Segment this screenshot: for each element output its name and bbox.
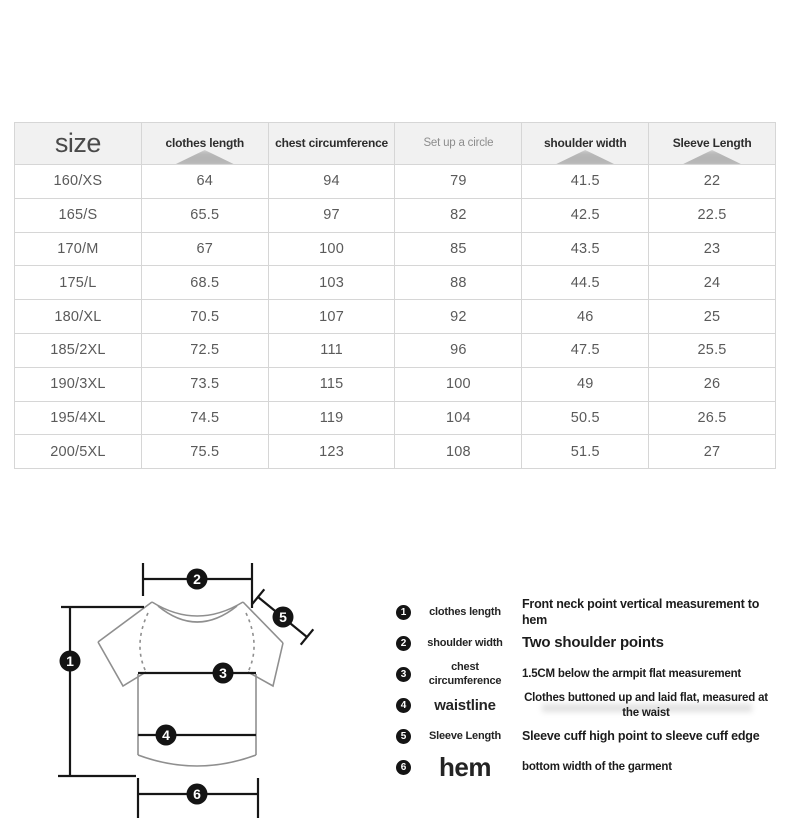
column-header-label: size [54,127,101,158]
legend-term: chest circumference [428,661,502,687]
size-chart-body [15,165,776,469]
size-cell: 170/M [15,232,142,266]
measurement-cell: 50.5 [522,401,649,435]
size-cell: 185/2XL [15,333,142,367]
legend-item [388,628,784,659]
legend-number-badge: 5 [396,729,411,744]
table-row [15,333,776,367]
measurement-cell: 111 [268,333,395,367]
measurement-cell: 123 [268,435,395,469]
column-header-shldr [522,123,649,165]
measurement-cell: 25 [649,300,776,334]
legend-description-text: bottom width of the garment [522,761,672,774]
measurement-cell: 22 [649,165,776,199]
tshirt-measurement-diagram [40,550,380,830]
legend-number-badge: 4 [396,698,411,713]
legend-term: hem [439,752,491,782]
left-armhole-seam [140,613,148,672]
marker-1-number: 1 [66,653,74,669]
measurement-lines [58,563,313,818]
tshirt-outline [98,602,283,766]
measurement-cell: 51.5 [522,435,649,469]
measurement-cell: 85 [395,232,522,266]
measurement-cell: 65.5 [141,198,268,232]
collar-outer-curve [152,602,243,616]
measurement-cell: 68.5 [141,266,268,300]
measurement-cell: 41.5 [522,165,649,199]
legend-item [388,752,784,783]
size-cell: 190/3XL [15,367,142,401]
legend-term: Sleeve Length [429,729,501,742]
size-chart-section [14,122,776,469]
measurement-cell: 64 [141,165,268,199]
measurement-cell: 46 [522,300,649,334]
header-row [15,123,776,165]
measurement-cell: 115 [268,367,395,401]
measurement-cell: 26.5 [649,401,776,435]
measurement-cell: 67 [141,232,268,266]
size-cell: 160/XS [15,165,142,199]
table-row [15,435,776,469]
sleeve-tick-2 [301,629,314,644]
legend-description [512,634,784,653]
legend-term: shoulder width [427,636,503,649]
measurement-cell: 108 [395,435,522,469]
size-chart-header [15,123,776,165]
table-row [15,367,776,401]
legend-description-text: 1.5CM below the armpit flat measurement [522,668,742,681]
sleeve-tick-1 [252,589,265,604]
marker-4-number: 4 [162,727,170,743]
column-header-label: Set up a circle [423,137,494,150]
column-header-label: Sleeve Length [672,136,752,150]
legend-number-badge: 6 [396,760,411,775]
legend-item [388,597,784,628]
legend-description-text: Two shoulder points [522,634,664,652]
measurement-cell: 92 [395,300,522,334]
measurement-cell: 25.5 [649,333,776,367]
legend-description-text: Clothes buttoned up and laid flat, measured at the waist [524,692,768,719]
measurement-cell: 88 [395,266,522,300]
legend-term: clothes length [429,606,501,619]
measurement-cell: 119 [268,401,395,435]
measurement-cell: 70.5 [141,300,268,334]
measurement-cell: 49 [522,367,649,401]
column-header-size [15,123,142,165]
legend-number-badge: 2 [396,636,411,651]
measurement-cell: 97 [268,198,395,232]
table-row [15,232,776,266]
measurement-cell: 94 [268,165,395,199]
legend-term: waistline [434,696,496,714]
table-row [15,198,776,232]
measurement-cell: 96 [395,333,522,367]
size-cell: 165/S [15,198,142,232]
column-header-chest [268,123,395,165]
measurement-cell: 104 [395,401,522,435]
measurement-cell: 100 [268,232,395,266]
measurement-cell: 79 [395,165,522,199]
legend-description [512,729,784,745]
diagram-markers [60,569,294,805]
left-sleeve [98,642,146,686]
measurement-cell: 74.5 [141,401,268,435]
header-swoosh-decoration [170,150,240,165]
measurement-cell: 75.5 [141,435,268,469]
column-header-label: chest circumference [275,136,389,150]
legend-item [388,721,784,752]
measurement-cell: 42.5 [522,198,649,232]
header-swoosh-decoration [677,150,747,165]
measurement-cell: 72.5 [141,333,268,367]
measurement-cell: 73.5 [141,367,268,401]
marker-6-number: 6 [193,786,201,802]
measurement-cell: 103 [268,266,395,300]
measurement-cell: 27 [649,435,776,469]
legend-description [512,760,784,774]
collar-inner-curve [158,606,237,622]
column-header-len [141,123,268,165]
measurement-cell: 100 [395,367,522,401]
size-cell: 175/L [15,266,142,300]
measurement-cell: 44.5 [522,266,649,300]
column-header-slv [649,123,776,165]
legend-item [388,690,784,721]
size-chart-table [14,122,776,469]
measurement-cell: 23 [649,232,776,266]
table-row [15,300,776,334]
legend-number-badge: 1 [396,605,411,620]
measurement-cell: 22.5 [649,198,776,232]
marker-5-number: 5 [279,609,287,625]
size-cell: 200/5XL [15,435,142,469]
measurement-cell: 26 [649,367,776,401]
legend-item [388,659,784,690]
right-armhole-seam [246,613,254,672]
header-swoosh-decoration [550,150,620,165]
table-row [15,266,776,300]
size-cell: 180/XL [15,300,142,334]
size-cell: 195/4XL [15,401,142,435]
legend-number-badge: 3 [396,667,411,682]
marker-2-number: 2 [193,571,201,587]
column-header-setup [395,123,522,165]
legend-description [512,667,784,681]
legend-description [512,691,784,720]
column-header-label: clothes length [165,136,245,150]
measurement-legend [388,592,784,783]
table-row [15,165,776,199]
legend-description [512,597,784,628]
measurement-cell: 24 [649,266,776,300]
table-row [15,401,776,435]
measurement-cell: 107 [268,300,395,334]
hem-curve [138,755,256,766]
column-header-label: shoulder width [543,136,627,150]
measurement-cell: 47.5 [522,333,649,367]
legend-description-text: Sleeve cuff high point to sleeve cuff edge [522,728,760,743]
legend-description-text: Front neck point vertical measurement to hem [522,597,760,627]
marker-3-number: 3 [219,665,227,681]
measurement-cell: 43.5 [522,232,649,266]
measurement-cell: 82 [395,198,522,232]
